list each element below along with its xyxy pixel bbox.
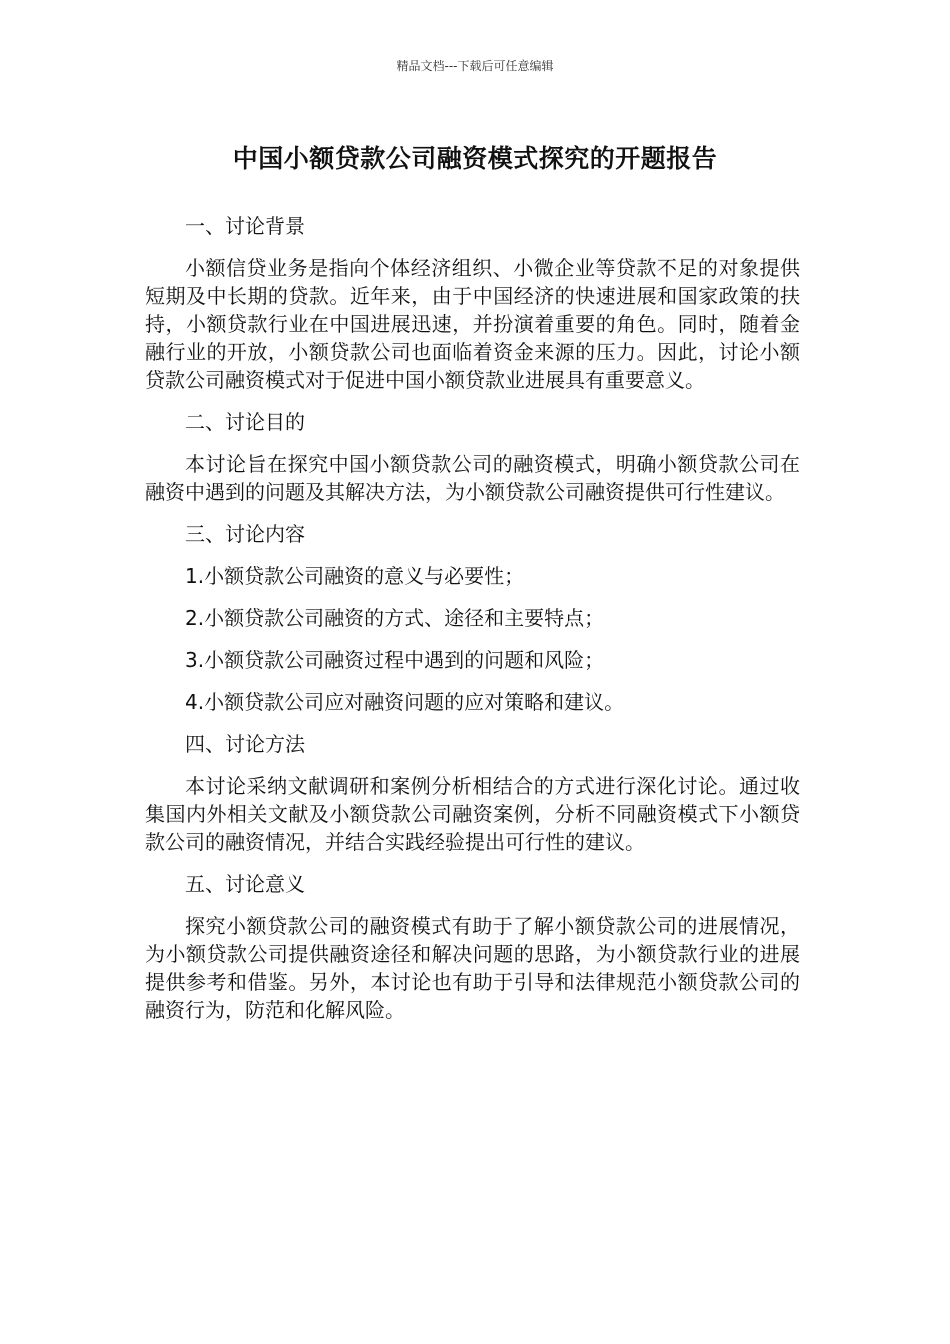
purpose-paragraph: 本讨论旨在探究中国小额贷款公司的融资模式，明确小额贷款公司在融资中遇到的问题及其解决方法，为小额贷款公司融资提供可行性建议。 (145, 452, 800, 504)
section-heading-content: 三、讨论内容 (185, 522, 305, 546)
method-paragraph: 本讨论采纳文献调研和案例分析相结合的方式进行深化讨论。通过收集国内外相关文献及小额贷款公司融资案例，分析不同融资模式下小额贷款公司的融资情况，并结合实践经验提出可行性的建议。 (145, 774, 800, 854)
content-list-item: 3.小额贷款公司融资过程中遇到的问题和风险； (185, 648, 605, 672)
background-paragraph: 小额信贷业务是指向个体经济组织、小微企业等贷款不足的对象提供短期及中长期的贷款。近年来，由于中国经济的快速进展和国家政策的扶持，小额贷款行业在中国进展迅速，并扮演着重要的角色。同时，随着金融行业的开放，小额贷款公司也面临着资金来源的压力。因此，讨论小额贷款公司融资模式对于促进中国小额贷款业进展具有重要意义。 (145, 256, 800, 392)
content-list-item: 2.小额贷款公司融资的方式、途径和主要特点； (185, 606, 605, 630)
significance-paragraph: 探究小额贷款公司的融资模式有助于了解小额贷款公司的进展情况，为小额贷款公司提供融资途径和解决问题的思路，为小额贷款行业的进展提供参考和借鉴。另外，本讨论也有助于引导和法律规范小额贷款公司的融资行为，防范和化解风险。 (145, 914, 800, 1022)
page-header: 精品文档---下载后可任意编辑 (396, 59, 554, 73)
content-list-item: 1.小额贷款公司融资的意义与必要性； (185, 564, 525, 588)
section-heading-significance: 五、讨论意义 (185, 872, 305, 896)
section-heading-purpose: 二、讨论目的 (185, 410, 305, 434)
document-title: 中国小额贷款公司融资模式探究的开题报告 (232, 144, 718, 173)
section-heading-method: 四、讨论方法 (185, 732, 305, 756)
content-list-item: 4.小额贷款公司应对融资问题的应对策略和建议。 (185, 690, 625, 714)
document-body (145, 212, 800, 1038)
section-heading-background: 一、讨论背景 (185, 214, 305, 238)
